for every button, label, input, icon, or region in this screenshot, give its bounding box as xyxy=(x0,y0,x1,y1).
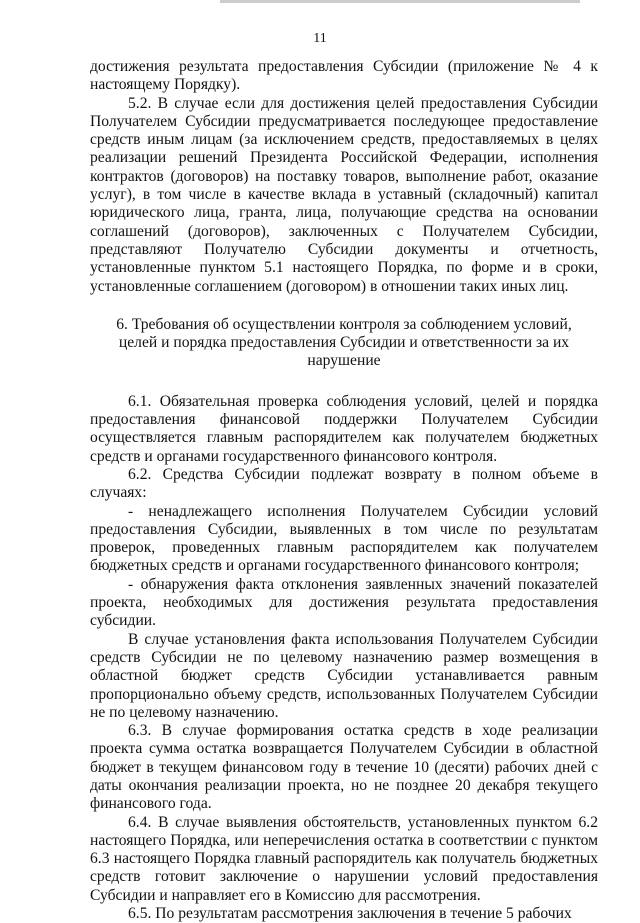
paragraph-continuation: достижения результата предоставления Субсидии (приложение № 4 к настоящему Порядку). xyxy=(90,58,598,94)
scan-edge-artifact xyxy=(220,0,580,3)
list-item-deviation: - обнаружения факта отклонения заявленных значений показателей проекта, необходимых для достижения результата предоставления субсидии. xyxy=(90,575,598,630)
paragraph-5-2: 5.2. В случае если для достижения целей предоставления Субсидии Получателем Субсидии предусматривается последующее предоставление средств иным лицам (за исключением средств, предоставляемых в целях реализации решений Президента Российской Федерации, исполнения контрактов (договоров) на поставку товаров, выполнение работ, оказание услуг), в том числе в качестве вклада в уставный (складочный) капитал юридического лица, гранта, лица, получающие средства на основании соглашений (договоров), заключенных с Получателем Субсидии, представляют Получателю Субсидии документы и отчетность, установленные пунктом 5.1 настоящего Порядка, по форме и в сроки, установленные соглашением (договором) в отношении таких иных лиц. xyxy=(90,94,598,295)
paragraph-6-2: 6.2. Средства Субсидии подлежат возврату в полном объеме в случаях: xyxy=(90,465,598,502)
page-number: 11 xyxy=(313,31,327,46)
paragraph-6-1: 6.1. Обязательная проверка соблюдения условий, целей и порядка предоставления финансовой поддержки Получателем Субсидии осуществляется главным распорядителем как получателем бюджетных средств и органами государственного финансового контроля. xyxy=(90,392,598,465)
document-body xyxy=(90,58,598,923)
section-heading xyxy=(90,316,598,371)
section-heading-line: 6. Требования об осуществлении контроля за соблюдением условий, xyxy=(116,315,572,333)
section-heading-line: нарушение xyxy=(307,352,381,370)
paragraph-6-5: 6.5. По результатам рассмотрения заключения в течение 5 рабочих xyxy=(128,905,572,923)
paragraph-misuse: В случае установления факта использования Получателем Субсидии средств Субсидии не по целевому назначению размер возмещения в областной бюджет средств Субсидии устанавливается равным пропорционально объему средств, использованных Получателем Субсидии не по целевому назначению. xyxy=(90,630,598,721)
section-heading-line: целей и порядка предоставления Субсидии и ответственности за их xyxy=(118,334,570,352)
paragraph-6-3: 6.3. В случае формирования остатка средств в ходе реализации проекта сумма остатка возвращается Получателем Субсидии в областной бюджет в текущем финансовом году в течение 10 (десяти) рабочих дней с даты окончания реализации проекта, но не позднее 20 декабря текущего финансового года. xyxy=(90,722,598,813)
list-item-violation: - ненадлежащего исполнения Получателем Субсидии условий предоставления Субсидии, выявленных в том числе по результатам проверок, проведенных главным распорядителем как получателем бюджетных средств и органами государственного финансового контроля; xyxy=(90,502,598,575)
paragraph-6-4: 6.4. В случае выявления обстоятельств, установленных пунктом 6.2 настоящего Порядка, или неперечисления остатка в соответствии с пунктом 6.3 настоящего Порядка главный распорядитель как получатель бюджетных средств готовит заключение о нарушении условий предоставления Субсидии и направляет его в Комиссию для рассмотрения. xyxy=(90,813,598,904)
